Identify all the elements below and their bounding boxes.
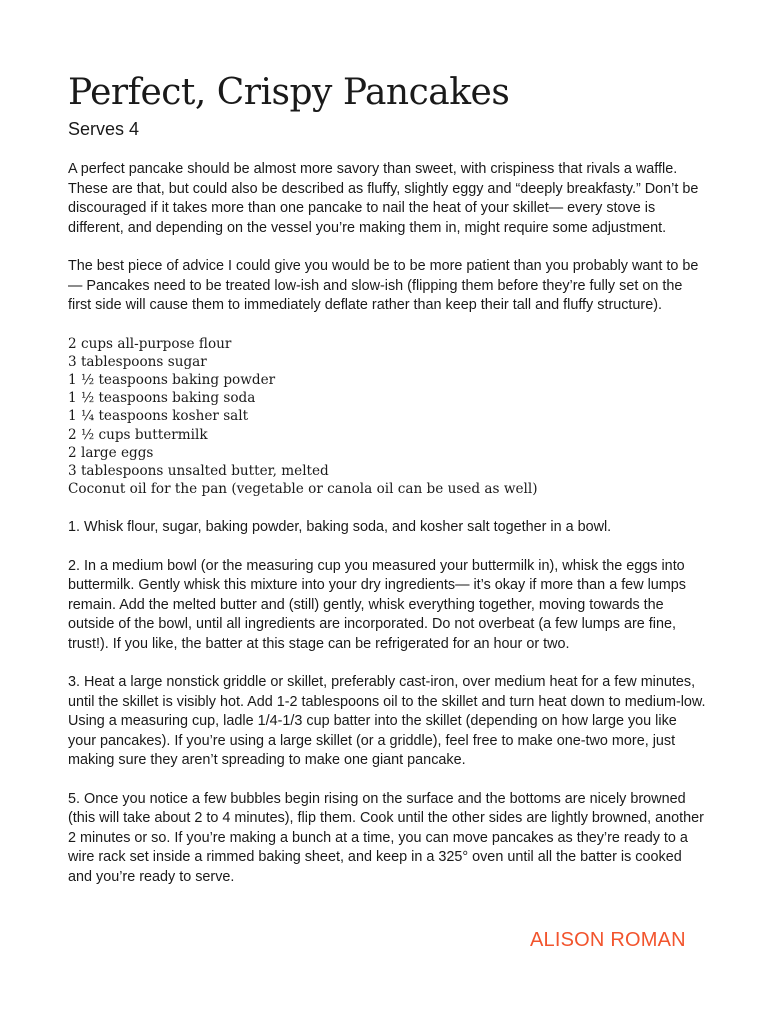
ingredient-item: 2 large eggs — [68, 444, 154, 461]
step-paragraph: 1. Whisk flour, sugar, baking powder, baking soda, and kosher salt together in a bowl. — [68, 519, 612, 536]
brand-wordmark: ALISON ROMAN — [530, 929, 686, 951]
intro-paragraph: The best piece of advice I could give you would be to be more patient than you probably want to be — Pancakes need to be treated low-ish and slow-ish (flipping them before they’re fully set on the first side will cause them to immediately deflate rather than keep their tall and fluffy structure). — [68, 258, 699, 313]
ingredient-list — [68, 335, 708, 499]
ingredient-item: 3 tablespoons unsalted butter, melted — [68, 462, 329, 479]
step-paragraph: 2. In a medium bowl (or the measuring cup you measured your buttermilk in), whisk the eggs into buttermilk. Gently whisk this mixture into your dry ingredients— it’s okay if more than a few lumps remain. Add the melted butter and (still) gently, whisk everything together, moving towards the outside of the bowl, until all ingredients are incorporated. Do not overbeat (a few lumps are fine, trust!). If you like, the batter at this stage can be refrigerated for an hour or two. — [68, 557, 686, 652]
ingredient-item: Coconut oil for the pan (vegetable or canola oil can be used as well) — [68, 481, 538, 498]
intro-paragraph: A perfect pancake should be almost more savory than sweet, with crispiness that rivals a waffle. These are that, but could also be described as fluffy, slightly eggy and “deeply breakfasty.” Don’t be discouraged if it takes more than one pancake to nail the heat of your skillet— every stove is different, and depending on the vessel you’re making them in, might require some adjustment. — [68, 161, 699, 236]
step-paragraph: 3. Heat a large nonstick griddle or skillet, preferably cast-iron, over medium heat for a few minutes, until the skillet is visibly hot. Add 1-2 tablespoons oil to the skillet and turn heat down to medium-low. Using a measuring cup, ladle 1/4-1/3 cup batter into the skillet (depending on how large you like your pancakes). If you’re using a large skillet (or a griddle), feel free to make one-two more, just making sure they aren’t spreading to make one giant pancake. — [68, 674, 706, 769]
ingredient-item: 2 ½ cups buttermilk — [68, 426, 208, 443]
ingredient-item: 1 ½ teaspoons baking powder — [68, 371, 276, 388]
ingredient-item: 2 cups all-purpose flour — [68, 335, 232, 352]
ingredient-item: 1 ½ teaspoons baking soda — [68, 390, 256, 407]
step-paragraph: 5. Once you notice a few bubbles begin rising on the surface and the bottoms are nicely browned (this will take about 2 to 4 minutes), flip them. Cook until the other sides are lightly browned, another 2 minutes or so. If you’re making a bunch at a time, you can move pancakes as they’re ready to a wire rack set inside a rimmed baking sheet, and keep in a 325° oven until all the batter is cooked and you’re ready to serve. — [68, 790, 704, 885]
ingredient-item: 1 ¼ teaspoons kosher salt — [68, 408, 249, 425]
recipe-title: Perfect, Crispy Pancakes — [68, 72, 510, 113]
recipe-page — [68, 72, 708, 887]
serves-label: Serves 4 — [68, 119, 140, 139]
ingredient-item: 3 tablespoons sugar — [68, 353, 207, 370]
